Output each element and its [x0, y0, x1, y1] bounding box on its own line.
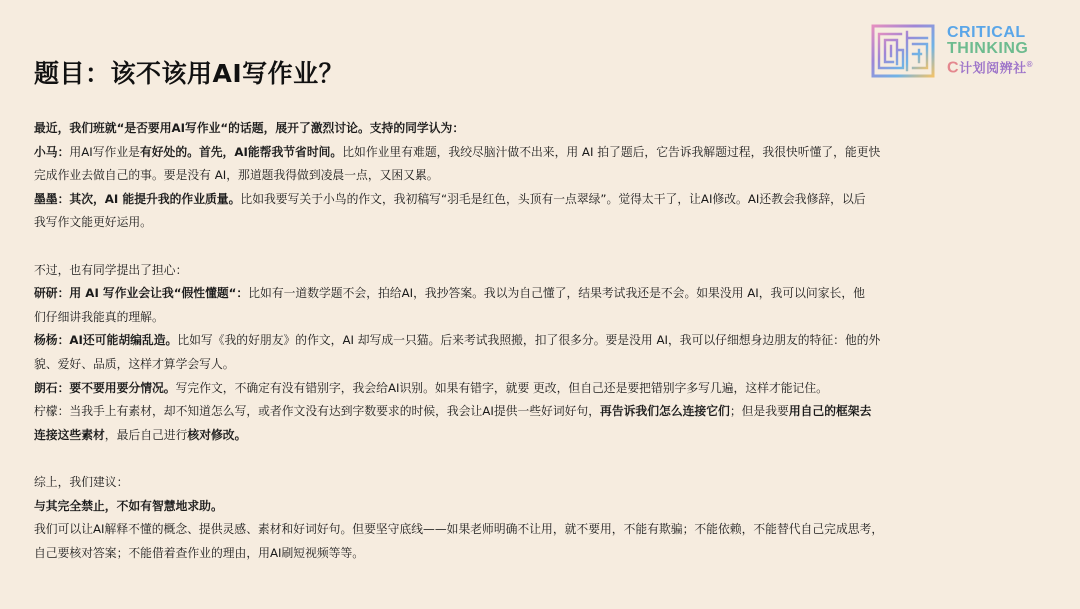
opinion-text: 用AI写作业是	[69, 144, 140, 159]
opinion-text: 貌、爱好、品质，这样才算学会写人。	[34, 356, 235, 371]
opinion-yanyan	[34, 282, 1004, 306]
speaker-name: 柠檬：	[34, 404, 70, 419]
spacer	[34, 447, 1004, 471]
brand-logo	[871, 24, 1046, 80]
opinion-text: 比如我要写关于小鸟的作文，我初稿写“羽毛是红色，头顶有一点翠绿”。觉得太干了，让AI修改。AI还教会我修辞，以后	[240, 191, 866, 206]
opinion-langshi	[34, 377, 1004, 401]
logo-chinese-name: 计划阅辨社	[959, 60, 1027, 76]
opinion-ningmeng	[34, 400, 1004, 424]
opinion-text: 当我手上有素材，却不知道怎么写，或者作文没有达到字数要求的时候，我会让AI提供一些好词好句，	[69, 404, 601, 419]
conclusion-headline	[34, 495, 1004, 519]
opinion-yangyang	[34, 329, 1004, 353]
opinion-text: 完成作业去做自己的事。要是没有 AI，那道题我得做到凌晨一点，又困又累。	[34, 168, 439, 183]
logo-line-chinese	[947, 57, 1033, 76]
conclusion-line: 自己要核对答案；不能借着查作业的理由，用AI刷短视频等等。	[34, 545, 365, 560]
opinion-text: 比如有一道数学题不会，拍给AI，我抄答案。我以为自己懂了，结果考试我还是不会。如果没用 AI，我可以问家长，他	[248, 286, 865, 301]
intro-support	[34, 117, 1004, 141]
logo-c-letter: C	[947, 59, 960, 77]
opinion-momo	[34, 188, 1004, 212]
opinion-text: 们仔细讲我能真的理解。	[34, 309, 164, 324]
opinion-highlight: 用 AI 写作业会让我“假性懂题“：	[69, 286, 249, 301]
opinion-text: ；但是我要	[729, 404, 789, 419]
intro-concern: 不过，也有同学提出了担心：	[34, 262, 188, 277]
article-body	[34, 117, 1004, 565]
opinion-highlight: AI还可能胡编乱造。	[69, 333, 178, 348]
speaker-name: 研研：	[34, 286, 70, 301]
speaker-name: 杨杨：	[34, 333, 70, 348]
opinion-text: 比如写《我的好朋友》的作文，AI 却写成一只猫。后来考试我照搬，扣了很多分。要是没用 AI，我可以仔细想身边朋友的特征：他的外	[177, 333, 881, 348]
logo-line-critical: CRITICAL	[947, 24, 1026, 41]
opinion-xiaoma	[34, 141, 1004, 165]
opinion-text: 我写作文能更好运用。	[34, 215, 152, 230]
opinion-text: ，最后自己进行	[104, 427, 188, 442]
opinion-highlight: 核对修改。	[187, 427, 247, 442]
opinion-xiaoma-cont	[34, 164, 1004, 188]
opinion-momo-cont	[34, 211, 1004, 235]
opinion-yangyang-cont	[34, 353, 1004, 377]
logo-line-thinking: THINKING	[947, 40, 1029, 57]
conclusion-bold: 与其完全禁止，不如有智慧地求助。	[34, 498, 223, 513]
opinion-yanyan-cont	[34, 306, 1004, 330]
opinion-text: 比如作业里有难题，我绞尽脑汁做不出来，用 AI 拍了题后，它告诉我解题过程，我很快听懂了，能更快	[342, 144, 881, 159]
spacer	[34, 235, 1004, 259]
page-title: 题目：该不该用AI写作业？	[34, 59, 345, 88]
speaker-name: 朗石：	[34, 380, 70, 395]
speaker-name: 小马：	[34, 144, 70, 159]
opinion-highlight: 连接这些素材	[34, 427, 105, 442]
intro-support-text: 最近，我们班就“是否要用AI写作业“的话题，展开了激烈讨论。支持的同学认为：	[34, 121, 465, 135]
logo-wordmark	[947, 25, 1033, 76]
speaker-name: 墨墨：	[34, 191, 70, 206]
conclusion-intro: 综上，我们建议：	[34, 474, 129, 489]
conclusion-line: 我们可以让AI解释不懂的概念、提供灵感、素材和好词好句。但要坚守底线——如果老师明确不让用，就不要用，不能有欺骗；不能依赖，不能替代自己完成思考，	[34, 522, 884, 537]
opinion-highlight: 再告诉我们怎么连接它们	[600, 404, 730, 419]
opinion-text: 写完作文，不确定有没有错别字，我会给AI识别。如果有错字，就要 更改，但自己还是要把错别字多写几遍，这样才能记住。	[175, 380, 828, 395]
opinion-highlight: 要不要用要分情况。	[69, 380, 176, 395]
opinion-ningmeng-cont	[34, 424, 1004, 448]
registered-mark: ®	[1026, 60, 1033, 69]
maze-logo-icon	[871, 24, 935, 78]
opinion-highlight: 有好处的。首先，AI能帮我节省时间。	[139, 144, 343, 159]
opinion-highlight: 用自己的框架去	[788, 404, 872, 419]
opinion-highlight: 其次，AI 能提升我的作业质量。	[69, 191, 241, 206]
